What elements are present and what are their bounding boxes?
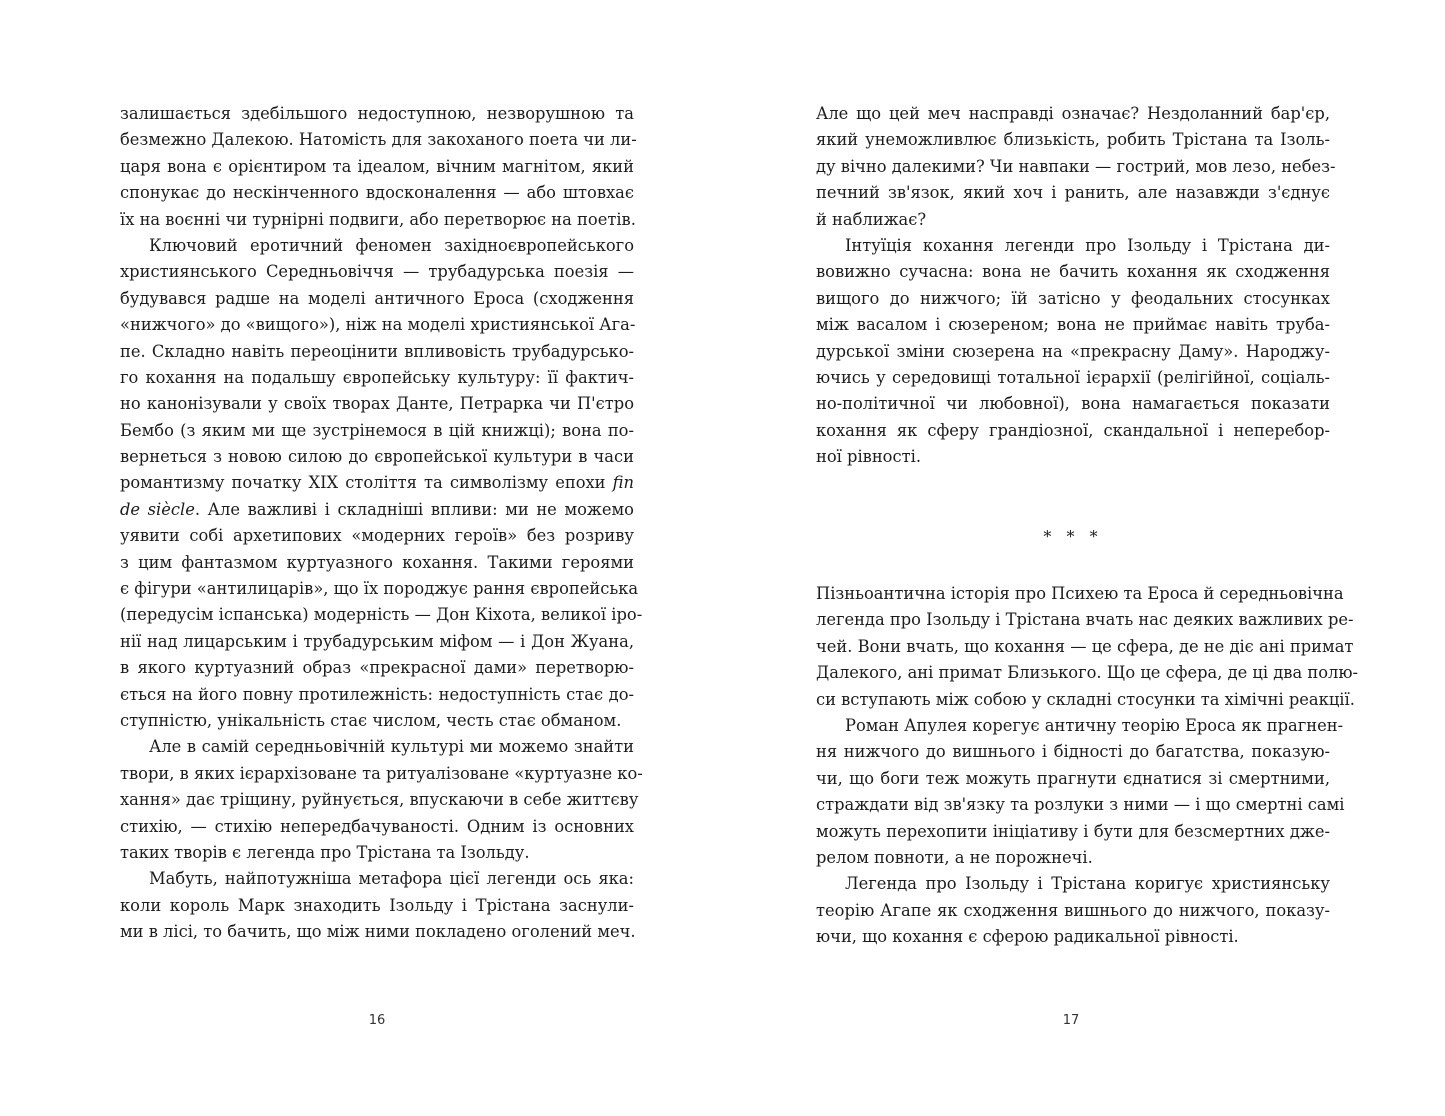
text-line: царя вона є орієнтиром та ідеалом, вічним магнітом, який bbox=[120, 156, 634, 176]
text-line: страждати від зв'язку та розлуки з ними — і що смертні самі bbox=[816, 795, 1345, 815]
text-line: й наближає? bbox=[816, 209, 927, 229]
section-divider: * * * bbox=[1043, 527, 1103, 546]
text-line: будувався радше на моделі античного Ероса (сходження bbox=[120, 288, 634, 308]
text-segment: романтизму початку XIX століття та символізму епохи bbox=[120, 473, 606, 493]
text-line: залишається здебільшого недоступною, незворушною та bbox=[120, 104, 634, 123]
text-line: но канонізували у своїх творах Данте, Петрарка чи П'єтро bbox=[120, 394, 634, 414]
right-page-text-top bbox=[816, 101, 1336, 470]
text-line: коли король Марк знаходить Ізольду і Трістана заснули- bbox=[120, 895, 634, 915]
text-line: є фігури «антилицарів», що їх породжує рання європейська bbox=[120, 579, 639, 599]
text-line: твори, в яких ієрархізоване та ритуалізоване «куртуазне ко- bbox=[120, 763, 643, 783]
text-line: печний зв'язок, який хоч і ранить, але назавжди з'єднує bbox=[816, 183, 1330, 203]
text-line: вищого до нижчого; їй затісно у феодальних стосунках bbox=[816, 288, 1330, 308]
text-line: Але що цей меч насправді означає? Нездоланний бар'єр, bbox=[816, 104, 1330, 123]
text-line: ючись у середовищі тотальної ієрархії (релігійної, соціаль- bbox=[816, 367, 1330, 387]
text-line: безмежно Далекою. Натомість для закоханого поета чи ли- bbox=[120, 130, 637, 150]
text-line: хання» дає тріщину, руйнується, впускаючи в себе життєву bbox=[120, 790, 639, 810]
text-segment: . Але важливі і складніші впливи: ми не можемо bbox=[194, 499, 634, 519]
text-line: Бембо (з яким ми ще зустрінемося в цій книжці); вона по- bbox=[120, 420, 634, 440]
right-page-text-bottom bbox=[816, 581, 1359, 950]
text-line: ступністю, унікальність стає числом, честь стає обманом. bbox=[120, 710, 622, 730]
text-line: Легенда про Ізольду і Трістана коригує християнську bbox=[845, 874, 1330, 894]
italic-term: fin bbox=[612, 473, 634, 493]
text-line: їх на воєнні чи турнірні подвиги, або перетворює на поетів. bbox=[120, 209, 636, 229]
text-line: вовижно сучасна: вона не бачить кохання як сходження bbox=[816, 262, 1330, 282]
text-line: можуть перехопити ініціативу і бути для безсмертних дже- bbox=[816, 821, 1330, 841]
text-line: Пізньоантична історія про Психею та Ероса й середньовічна bbox=[816, 584, 1344, 603]
text-line: з цим фантазмом куртуазного кохання. Такими героями bbox=[120, 552, 634, 572]
text-line: чи, що боги теж можуть прагнути єднатися зі смертними, bbox=[816, 768, 1330, 788]
text-line: го кохання на подальшу європейську культуру: її фактич- bbox=[120, 367, 634, 387]
text-line: си вступають між собою у складні стосунки та хімічні реакції. bbox=[816, 689, 1355, 709]
text-line: релом повноти, а не порожнечі. bbox=[816, 847, 1093, 867]
text-line: в якого куртуазний образ «прекрасної дами» перетворю- bbox=[120, 658, 634, 678]
text-line: «нижчого» до «вищого»), ніж на моделі християнської Ага- bbox=[120, 315, 636, 335]
text-line: Мабуть, найпотужніша метафора цієї легенди ось яка: bbox=[149, 869, 634, 889]
italic-term: de siècle bbox=[120, 499, 195, 519]
text-line: ми в лісі, то бачить, що між ними покладено оголений меч. bbox=[120, 922, 636, 942]
text-line bbox=[120, 470, 634, 496]
text-line: ється на його повну протилежність: недоступність стає до- bbox=[120, 684, 634, 704]
text-line: нії над лицарським і трубадурським міфом — і Дон Жуана, bbox=[120, 631, 634, 651]
text-line: ня нижчого до вишнього і бідності до багатства, показую- bbox=[816, 742, 1330, 762]
text-line: християнського Середньовіччя — трубадурська поезія — bbox=[120, 262, 634, 282]
text-line: між васалом і сюзереном; вона не приймає навіть труба- bbox=[816, 315, 1330, 335]
page-number: 17 bbox=[1062, 1013, 1080, 1028]
text-line: таких творів є легенда про Трістана та Ізольду. bbox=[120, 842, 530, 862]
text-line: Роман Апулея корегує античну теорію Ероса як прагнен- bbox=[845, 715, 1344, 735]
text-line: (передусім іспанська) модерність — Дон Кіхота, великої іро- bbox=[120, 605, 643, 625]
left-page-text bbox=[120, 101, 643, 946]
text-line: дурської зміни сюзерена на «прекрасну Даму». Народжу- bbox=[816, 341, 1330, 361]
text-line: ючи, що кохання є сферою радикальної рівності. bbox=[816, 927, 1239, 947]
text-line: ду вічно далекими? Чи навпаки — гострий, мов лезо, небез- bbox=[816, 156, 1336, 176]
text-line: Далекого, ані примат Близького. Що це сфера, де ці два полю- bbox=[816, 663, 1359, 683]
text-line bbox=[120, 497, 634, 523]
text-line: уявити собі архетипових «модерних героїв» без розриву bbox=[120, 526, 634, 546]
text-line: чей. Вони вчать, що кохання — це сфера, де не діє ані примат bbox=[816, 636, 1354, 656]
text-line: но-політичної чи любовної), вона намагається показати bbox=[816, 394, 1330, 414]
text-line: стихію, — стихію непередбачуваності. Одним із основних bbox=[120, 816, 634, 836]
text-line: Ключовий еротичний феномен західноєвропейського bbox=[149, 235, 634, 255]
text-line: спонукає до нескінченного вдосконалення — або штовхає bbox=[120, 183, 634, 203]
text-line: ної рівності. bbox=[816, 447, 921, 467]
text-line: легенда про Ізольду і Трістана вчать нас деяких важливих ре- bbox=[816, 610, 1354, 630]
text-line: який унеможливлює близькість, робить Трістана та Ізоль- bbox=[816, 130, 1330, 150]
text-line: Інтуїція кохання легенди про Ізольду і Трістана ди- bbox=[845, 235, 1330, 255]
text-line: Але в самій середньовічній культурі ми можемо знайти bbox=[149, 737, 634, 757]
text-line: пе. Складно навіть переоцінити впливовість трубадурсько- bbox=[120, 341, 634, 361]
page-number: 16 bbox=[368, 1013, 386, 1028]
text-line: теорію Агапе як сходження вишнього до нижчого, показу- bbox=[816, 900, 1330, 920]
text-line: кохання як сферу грандіозної, скандальної і неперебор- bbox=[816, 420, 1330, 440]
text-line: вернеться з новою силою до європейської культури в часи bbox=[120, 447, 634, 467]
